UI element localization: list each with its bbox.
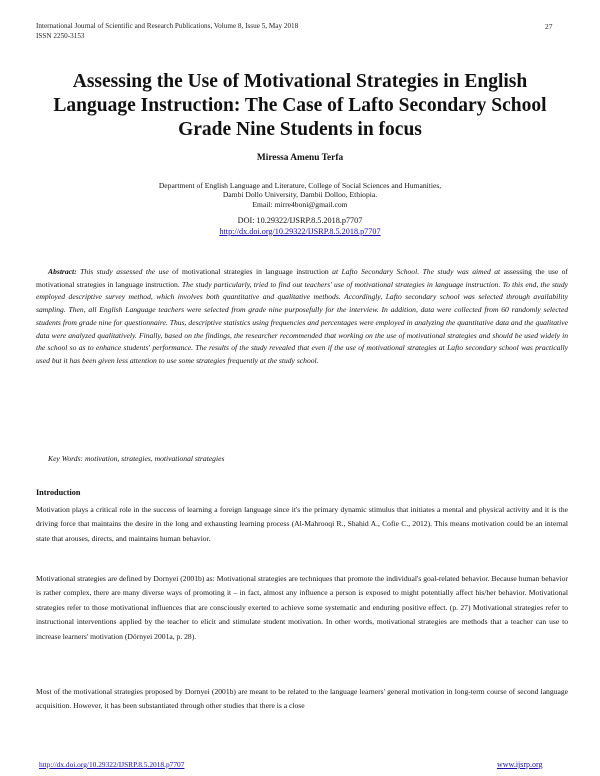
footer-site <box>497 760 543 769</box>
footer-doi-link[interactable]: http://dx.doi.org/10.29322/IJSRP.8.5.2018.p7707 <box>39 760 185 769</box>
paper-title: Assessing the Use of Motivational Strategies in English Language Instruction: The Case of Lafto Secondary School Grade Nine Students in focus <box>53 71 547 140</box>
footer-site-link[interactable]: www.ijsrp.org <box>497 760 543 769</box>
keywords: Key Words: motivation, strategies, motivational strategies <box>48 454 225 463</box>
affiliation-department: Department of English Language and Literature, College of Social Sciences and Humanities, <box>158 181 442 190</box>
affiliation <box>120 181 480 209</box>
abstract-text-3: at Lafto Secondary School. The study was aimed at <box>328 267 504 276</box>
page-number: 27 <box>545 22 553 31</box>
paragraph-2: Motivational strategies are defined by Dornyei (2001b) as: Motivational strategies are techniques that promote the individual's goal-related behavior. Because human behavior is rather complex, there are many diverse ways of promoting it – in fact, almost any influence a person is exposed to might potentially affect his/her behavior. Motivational strategies refer to those motivational influences that are consciously exerted to achieve some systematic and enduring positive effect. (p. 27) Motivational strategies refer to instructional interventions applied by the teacher to elicit and stimulate student motivation. In other words, motivational strategies are methods that a teacher can use to increase learners' motivation (Dörnyei 2001a, p. 28). <box>36 574 568 641</box>
abstract-text-4: assessing the use of motivational strategies in language instruction. <box>36 267 568 289</box>
paragraph-1: Motivation plays a critical role in the success of learning a foreign language since it's the primary dynamic stimulus that initiates a mental and physical activity and it is the driving force that maintains the desire in the long and exhausting learning process (Al-Mahrooqi R., Shahid A., Cofie C., 2012). This means motivation could be an internal state that arouses, directs, and maintains human behavior. <box>36 505 568 543</box>
abstract-text-5: The study particularly, tried to find out teachers' use of motivational strategies in language instruction. To this end, the study employed descriptive survey method, which involves both quantitative and qualitative methods. Accordingly, Lafto secondary school was selected through availability sampling. Then, all English Language teachers were selected from grade nine purposefully for the interview. In addition, data were collected from 60 randomly selected students from grade nine for questionnaire. Thus, descriptive statistics using frequencies and percentages were employed in analyzing the quantitative data and the qualitative data were analyzed qualitatively. Finally, based on the findings, the researcher recommended that working on the use of motivational strategies and should be used widely in the school so as to enhance students' performance. The results of the study revealed that even if the use of motivational strategies at Lafto secondary school was practically used but it has been given less attention to use some strategies frequently at the study school. <box>36 279 568 365</box>
issn: ISSN 2250-3153 <box>36 31 85 40</box>
paragraph-3: Most of the motivational strategies proposed by Dornyei (2001b) are meant to be related to the language learners' general motivation in long-term course of second language acquisition. However, it has been substantiated through other studies that there is a close <box>36 687 568 711</box>
footer-doi <box>39 760 184 769</box>
author-name: Miressa Amenu Terfa <box>256 153 344 163</box>
doi-block <box>0 216 600 237</box>
affiliation-email: Email: mirre4boni@gmail.com <box>252 199 348 209</box>
affiliation-university: Dambi Dollo University, Dambii Dolloo, Ethiopia. <box>222 190 378 200</box>
running-header <box>36 22 298 41</box>
section-heading-introduction: Introduction <box>36 488 81 497</box>
journal-name: International Journal of Scientific and Research Publications, Volume 8, Issue 5, May 2018 <box>36 22 299 30</box>
abstract-text-1: This study assessed the use <box>76 267 173 276</box>
abstract-text-2: of motivational strategies in language instruction <box>172 267 329 276</box>
doi-link[interactable]: http://dx.doi.org/10.29322/IJSRP.8.5.2018.p7707 <box>219 226 381 236</box>
abstract-label: Abstract: <box>48 267 77 276</box>
abstract <box>36 266 568 368</box>
doi-label: DOI: 10.29322/IJSRP.8.5.2018.p7707 <box>237 216 363 225</box>
